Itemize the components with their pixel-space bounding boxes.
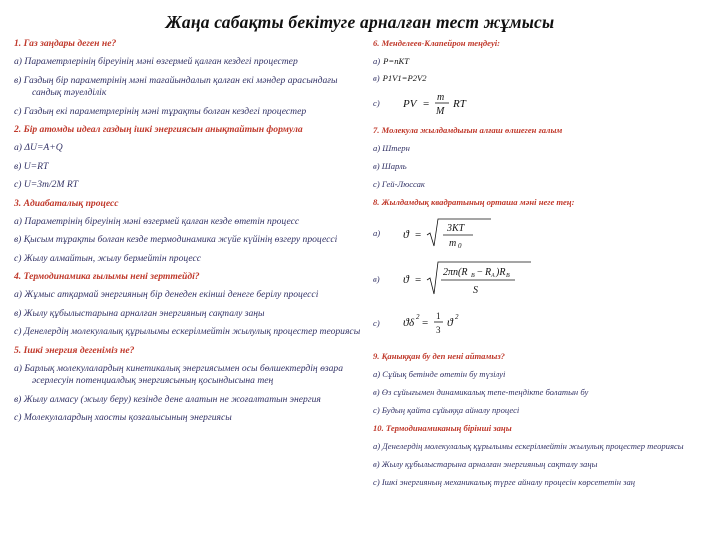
svg-text:=: = bbox=[415, 229, 422, 241]
answer-6c-label: с) bbox=[373, 98, 380, 108]
svg-text:3: 3 bbox=[436, 325, 441, 335]
answer-5a: а) Барлық молекулалардың кинетикалық энергиясымен осы бөлшектердің өзара әсерлесуін потенциалдық энергиясының қосындысына тең bbox=[14, 362, 343, 386]
svg-text:M: M bbox=[436, 106, 445, 117]
answer-6c bbox=[373, 88, 713, 118]
answer-8b-label: в) bbox=[373, 274, 380, 284]
answer-3b: в) Қысым тұрақты болған кезде термодинамика жүйе күйінің өзгеру процессі bbox=[14, 234, 338, 245]
svg-text:A: A bbox=[491, 273, 495, 279]
question-8: 8. Жылдамдық квадратының орташа мәні неге тең: bbox=[373, 197, 575, 207]
svg-text:2πn(R: 2πn(R bbox=[443, 267, 468, 278]
svg-text:0: 0 bbox=[458, 242, 462, 250]
svg-text:=: = bbox=[423, 98, 430, 110]
question-4: 4. Термодинамика ғылымы нені зерттейді? bbox=[14, 271, 200, 282]
svg-text:R: R bbox=[485, 267, 492, 278]
answer-3c: с) Жылу алмайтын, жылу бермейтін процесс bbox=[14, 252, 202, 264]
svg-text:3KT: 3KT bbox=[447, 223, 465, 234]
question-6: 6. Менделеев-Клапейрон теңдеуі: bbox=[373, 38, 501, 48]
answer-9a: а) Сұйық бетінде өтетін бу түзілуі bbox=[373, 369, 506, 379]
answer-8c bbox=[373, 307, 713, 339]
answer-5b: в) Жылу алмасу (жылу беру) кезінде дене алатын не жоғалтатын энергия bbox=[14, 393, 321, 405]
answer-4c: с) Денелердің молекулалық құрылымы ескерілмейтін жылулық процестер теориясы bbox=[14, 326, 361, 337]
answer-2a: а) ΔU=A+Q bbox=[14, 142, 63, 153]
page-title: Жаңа сабақты бекітуге арналған тест жұмысы bbox=[165, 12, 555, 32]
question-10: 10. Термодинамиканың бірінші заңы bbox=[373, 423, 512, 433]
svg-text:)R: )R bbox=[496, 267, 506, 278]
formula-pnkt: P=nKT bbox=[383, 56, 410, 66]
formula-mean-square-speed bbox=[401, 307, 501, 339]
answer-1a: а) Параметрлерінің біреуінің мәні өзгермей қалған кездегі процестер bbox=[14, 56, 298, 67]
svg-text:RT: RT bbox=[453, 98, 466, 110]
question-7: 7. Молекула жылдамдығын алғаш өлшеген ғалым bbox=[373, 125, 563, 135]
answer-6a bbox=[373, 56, 713, 66]
question-2: 2. Бір атомды идеал газдың ішкі энергиясын анықтайтын формула bbox=[14, 124, 303, 135]
answer-7a: а) Штерн bbox=[373, 143, 410, 153]
svg-text:ϑ: ϑ bbox=[447, 315, 453, 329]
answer-2b: в) U=RT bbox=[14, 160, 49, 172]
svg-text:ϑ: ϑ bbox=[403, 315, 409, 329]
answer-5c: с) Молекулалардың хаосты қозғалысының энергиясы bbox=[14, 412, 232, 423]
answer-6b-label: в) bbox=[373, 73, 380, 83]
svg-text:B: B bbox=[471, 273, 475, 279]
svg-text:−: − bbox=[477, 267, 483, 278]
answer-10b: в) Жылу құбылыстарына арналған энергияның сақталу заңы bbox=[373, 459, 598, 469]
answer-8c-label: с) bbox=[373, 318, 380, 328]
formula-stern-speed bbox=[401, 258, 551, 300]
svg-text:ϑ: ϑ bbox=[403, 272, 409, 286]
svg-text:S: S bbox=[473, 285, 478, 296]
right-column bbox=[373, 38, 713, 495]
svg-text:=: = bbox=[422, 317, 429, 329]
svg-text:1: 1 bbox=[436, 311, 441, 321]
answer-8b bbox=[373, 258, 713, 300]
question-3: 3. Адиабаталық процесс bbox=[14, 197, 119, 209]
svg-text:PV: PV bbox=[403, 98, 417, 110]
svg-text:ϑ: ϑ bbox=[403, 227, 409, 241]
svg-text:δ: δ bbox=[409, 317, 415, 329]
answer-4a: а) Жұмыс атқармай энергияның бір денеден екінші денеге берілу процессі bbox=[14, 289, 319, 300]
answer-2c: с) U=3m/2M RT bbox=[14, 179, 79, 190]
left-column bbox=[14, 38, 366, 431]
svg-text:m: m bbox=[437, 92, 445, 103]
answer-9b: в) Өз сұйығымен динамикалық тепе-теңдікте болатын бу bbox=[373, 387, 589, 397]
answer-10a: а) Денелердің молекулалық құрылымы ескерілмейтін жылулық процестер теориясы bbox=[373, 441, 684, 451]
question-9: 9. Қаныққан бу деп нені айтамыз? bbox=[373, 351, 505, 361]
answer-10c: с) Ішкі энергияның механикалық түрге айналу процесін көрсететін заң bbox=[373, 477, 636, 487]
question-1: 1. Газ заңдары деген не? bbox=[14, 38, 117, 49]
answer-7c: с) Гей-Люссак bbox=[373, 179, 425, 189]
svg-text:=: = bbox=[415, 274, 422, 286]
formula-p1v1-p2v2: P1V1=P2V2 bbox=[382, 73, 427, 83]
svg-text:m: m bbox=[449, 238, 457, 249]
answer-4b: в) Жылу құбылыстарына арналған энергияның сақталу заңы bbox=[14, 307, 265, 319]
answer-8a bbox=[373, 215, 713, 251]
formula-rms-speed bbox=[401, 215, 521, 251]
answer-6b bbox=[373, 73, 713, 83]
answer-3a: а) Параметрінің біреуінің мәні өзгермей қалған кезде өтетін процесс bbox=[14, 215, 300, 227]
svg-text:2: 2 bbox=[416, 313, 420, 321]
question-5: 5. Ішкі энергия дегеніміз не? bbox=[14, 344, 135, 356]
answer-8a-label: а) bbox=[373, 228, 381, 238]
answer-7b: в) Шарль bbox=[373, 161, 407, 171]
answer-1c: с) Газдың екі параметрлерінің мәні тұрақты болған кездегі процестер bbox=[14, 105, 307, 117]
svg-text:B: B bbox=[506, 273, 510, 279]
formula-pv-m-over-m-rt bbox=[401, 88, 491, 118]
svg-text:2: 2 bbox=[455, 313, 459, 321]
answer-1b: в) Газдың бір параметрінің мәні тағайындалып қалған екі мәндер арасындағы сандық тәуелділік bbox=[14, 74, 338, 98]
answer-6a-label: а) bbox=[373, 56, 381, 66]
answer-9c: с) Будың қайта сұйыққа айналу процесі bbox=[373, 405, 520, 415]
